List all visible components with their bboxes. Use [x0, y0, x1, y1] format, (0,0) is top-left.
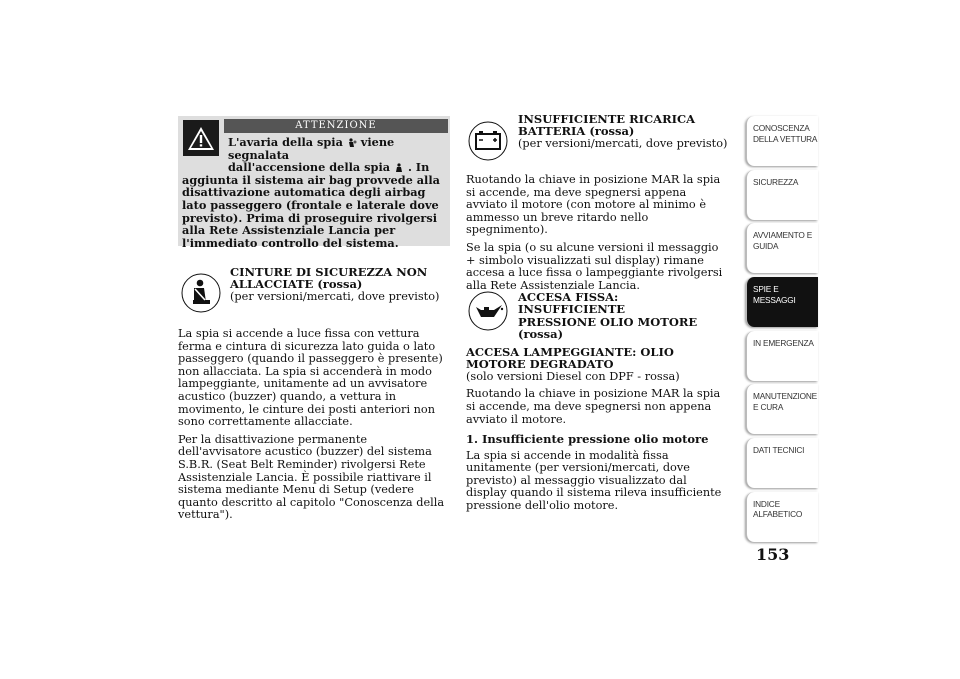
tab-dati-tecnici[interactable]: DATI TECNICI	[746, 438, 818, 488]
passenger-airbag-icon	[394, 163, 404, 173]
seatbelt-icon	[180, 272, 222, 318]
tab-in-emergenza[interactable]: IN EMERGENZA	[746, 331, 818, 381]
tab-conoscenza-della-vettura[interactable]: CONOSCENZA DELLA VETTURA	[746, 116, 818, 166]
tab-manutenzione-e-cura[interactable]: MANUTENZIONE E CURA	[746, 384, 818, 434]
seatbelt-title: CINTURE DI SICUREZZA NON ALLACCIATE (rossa) (per versioni/mercati, dove previsto)	[230, 265, 440, 303]
battery-title: INSUFFICIENTE RICARICA BATTERIA (rossa) (per versioni/mercati, dove previsto)	[518, 112, 728, 150]
warning-header: ATTENZIONE	[224, 119, 448, 133]
tab-spie-e-messaggi[interactable]: SPIE E MESSAGGI	[746, 277, 818, 327]
tab-sicurezza[interactable]: SICUREZZA	[746, 170, 818, 220]
page-number: 153	[756, 545, 790, 564]
oil-title: ACCESA FISSA: INSUFFICIENTE PRESSIONE OLIO MOTORE (rossa)	[518, 290, 698, 342]
battery-body: Ruotando la chiave in posizione MAR la spia si accende, ma deve spegnersi appena avviato il motore (con motore al minimo è ammesso un breve ritardo nello spegnimento). Se la spia (o su alcune versioni il messaggio + simbolo visualizzati sul display) rimane accesa a luce fissa o lampeggiante rivolgersi alla Rete Assistenziale Lancia.	[466, 173, 723, 292]
tab-indice-alfabetico[interactable]: INDICE ALFABETICO	[746, 492, 818, 542]
chapter-tabs	[746, 116, 818, 546]
tab-avviamento-e-guida[interactable]: AVVIAMENTO E GUIDA	[746, 223, 818, 273]
battery-icon	[467, 120, 509, 166]
oil-body: ACCESA LAMPEGGIANTE: OLIO MOTORE DEGRADATO (solo versioni Diesel con DPF - rossa) Ruotando la chiave in posizione MAR la spia si accende, ma deve spegnersi non appena avviato il motore. 1. Insufficiente pressione olio motore La spia si accende in modalità fissa unitamente (per versioni/mercati, dove previsto) al messaggio visualizzato dal display quando il sistema rileva insufficiente pressione dell'olio motore.	[466, 345, 722, 512]
oil-can-icon	[467, 290, 509, 336]
airbag-icon	[347, 138, 357, 148]
warning-text: L'avaria della spia viene segnalata dall'accensione della spia . In aggiunta il sistema air bag provvede alla disattivazione automatica degli airbag lato passeggero (frontale e laterale dove previsto). Prima di proseguire rivolgersi alla Rete Assistenziale Lancia per l'immediato controllo del sistema.	[182, 135, 440, 250]
seatbelt-body: La spia si accende a luce fissa con vettura ferma e cintura di sicurezza lato guida o lato passeggero (quando il passeggero è presente) non allacciata. La spia si accenderà in modo lampeggiante, unitamente ad un avvisatore acustico (buzzer) quando, a vettura in movimento, le cinture dei posti anteriori non sono correttamente allacciate. Per la disattivazione permanente dell'avvisatore acustico (buzzer) del sistema S.B.R. (Seat Belt Reminder) rivolgersi Rete Assistenziale Lancia. È possibile riattivare il sistema mediante Menu di Setup (vedere quanto descritto al capitolo "Conoscenza della vettura").	[178, 327, 445, 522]
